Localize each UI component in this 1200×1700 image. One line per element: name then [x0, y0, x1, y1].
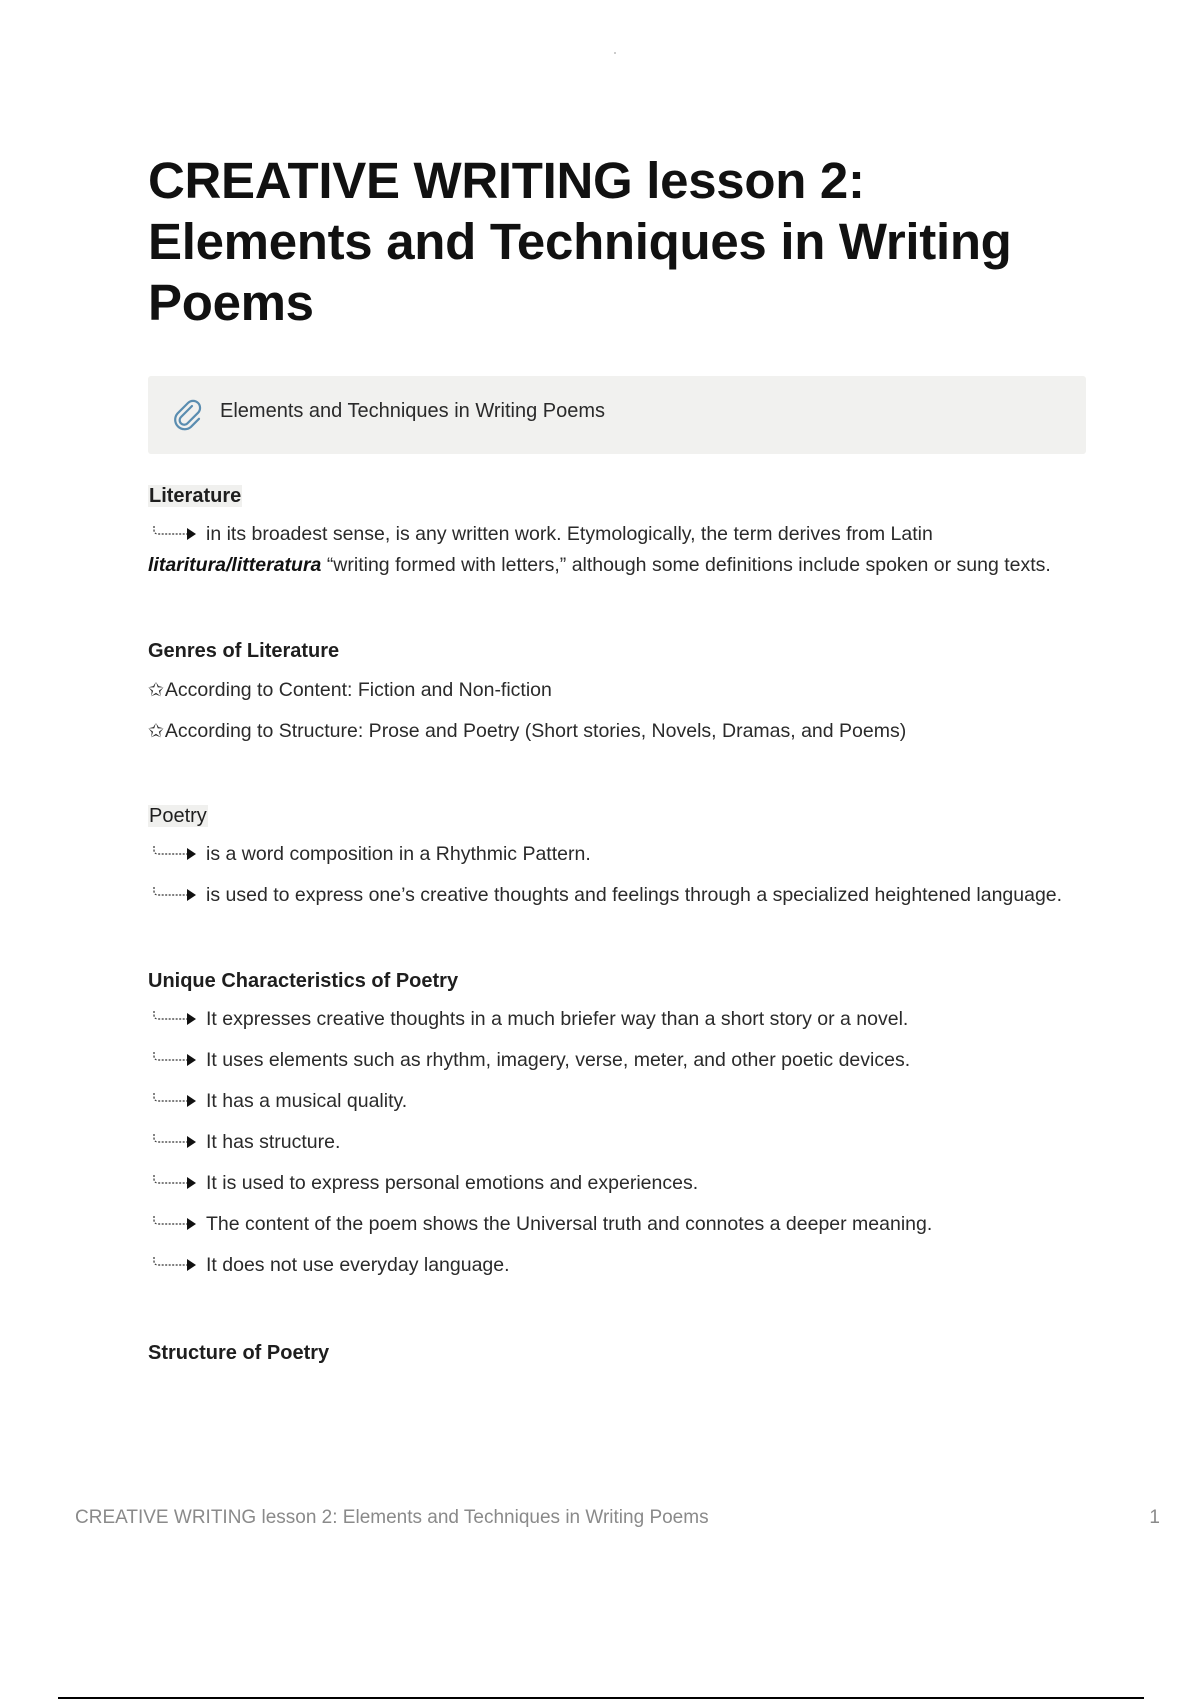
arrow-icon — [148, 1133, 202, 1149]
section-genres — [148, 639, 1086, 747]
page-title: CREATIVE WRITING lesson 2: Elements and Techniques in Writing Poems — [148, 152, 1012, 331]
page-footer — [75, 1507, 1160, 1529]
arrow-icon — [148, 1051, 202, 1067]
page-number: 1 — [1149, 1507, 1160, 1528]
arrow-icon — [148, 1215, 202, 1231]
section-structure — [148, 1341, 1086, 1365]
list-item: It uses elements such as rhythm, imagery, verse, meter, and other poetic devices. — [148, 1045, 1086, 1076]
section-heading: Poetry — [149, 805, 207, 827]
list-item: It has a musical quality. — [148, 1086, 1086, 1117]
page-divider — [58, 1697, 1144, 1699]
list-item: It has structure. — [148, 1127, 1086, 1158]
list-item: is a word composition in a Rhythmic Pattern. — [148, 839, 1086, 870]
list-item: is used to express one’s creative thoughts and feelings through a specialized heightened language. — [148, 880, 1086, 911]
callout-box — [148, 376, 1086, 454]
section-heading: Structure of Poetry — [148, 1342, 330, 1364]
arrow-icon — [148, 1174, 202, 1190]
paperclip-icon — [168, 395, 208, 435]
star-icon: ✩ — [148, 721, 164, 742]
section-literature — [148, 484, 1086, 581]
star-icon: ✩ — [148, 680, 164, 701]
arrow-icon — [148, 1092, 202, 1108]
section-heading: Unique Characteristics of Poetry — [148, 970, 459, 992]
section-characteristics — [148, 969, 1086, 1281]
arrow-icon — [148, 1010, 202, 1026]
list-item: It does not use everyday language. — [148, 1250, 1086, 1281]
list-item: It is used to express personal emotions and experiences. — [148, 1168, 1086, 1199]
arrow-icon — [148, 845, 202, 861]
section-heading: Genres of Literature — [148, 640, 340, 662]
document-body — [148, 150, 1086, 1365]
arrow-icon — [148, 1256, 202, 1272]
callout-text: Elements and Techniques in Writing Poems — [220, 399, 606, 422]
footer-title: CREATIVE WRITING lesson 2: Elements and Techniques in Writing Poems — [75, 1507, 709, 1528]
latin-term: litaritura/litteratura — [148, 554, 322, 576]
section-heading: Literature — [149, 485, 242, 507]
list-item: ✩According to Content: Fiction and Non-fiction — [148, 679, 552, 701]
list-item: It expresses creative thoughts in a much briefer way than a short story or a novel. — [148, 1004, 1086, 1035]
arrow-icon — [148, 525, 202, 541]
literature-definition: in its broadest sense, is any written work. Etymologically, the term derives from Latin litaritura/litteratura “writing formed with letters,” although some definitions include spoken or sung texts. — [148, 523, 1051, 576]
arrow-icon — [148, 886, 202, 902]
list-item: ✩According to Structure: Prose and Poetry (Short stories, Novels, Dramas, and Poems) — [148, 720, 907, 742]
list-item: The content of the poem shows the Universal truth and connotes a deeper meaning. — [148, 1209, 1086, 1240]
section-poetry — [148, 804, 1086, 911]
page-mark — [614, 52, 616, 54]
